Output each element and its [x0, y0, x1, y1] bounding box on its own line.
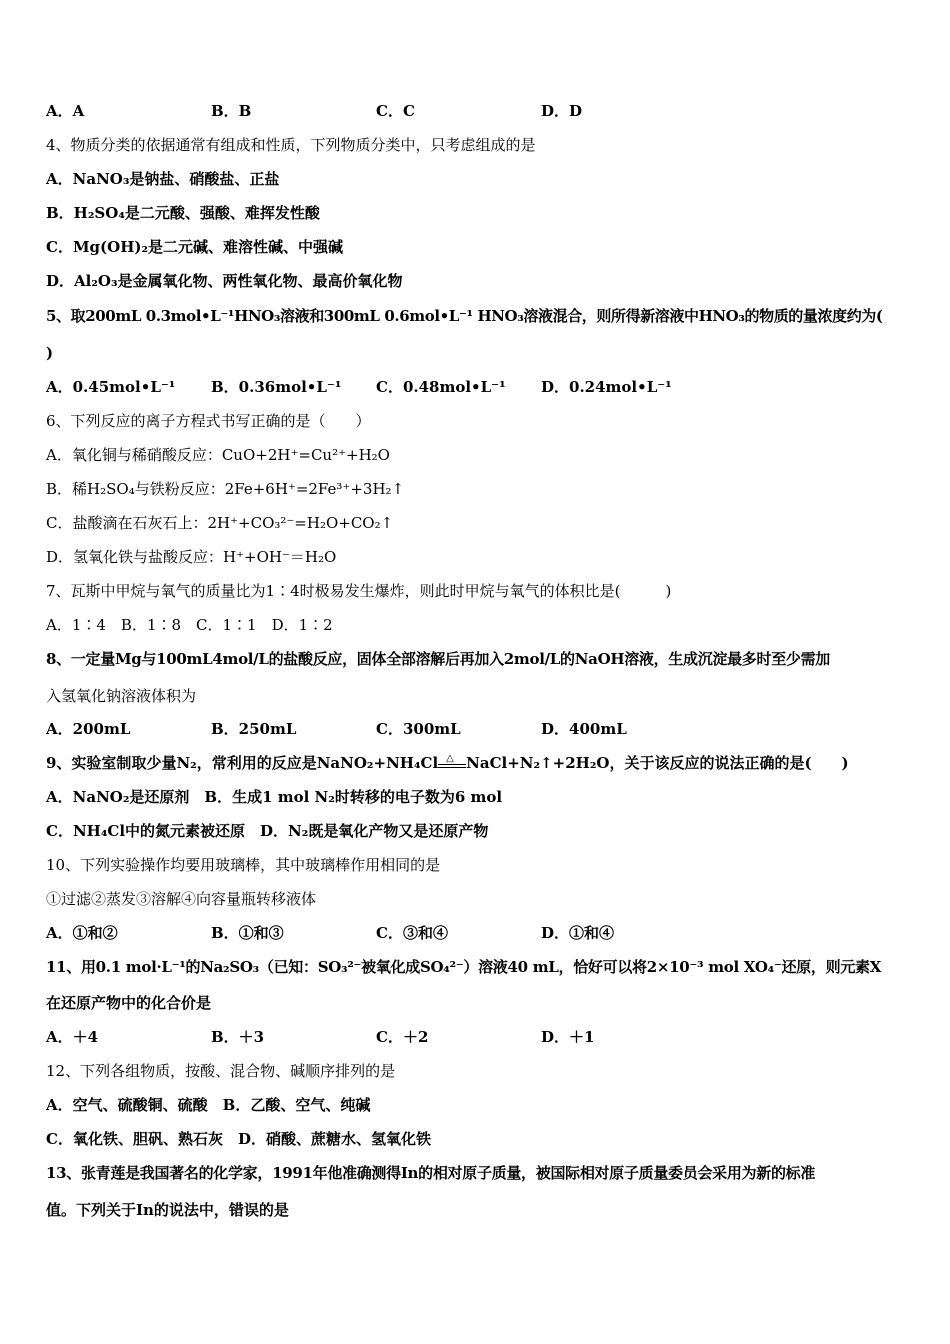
q11-option-d: D．＋1 — [541, 1028, 595, 1046]
q9-stem-pre: 9、实验室制取少量N₂，常利用的反应是NaNO₂+NH₄Cl — [46, 754, 439, 772]
q10-stem: 10、下列实验操作均要用玻璃棒，其中玻璃棒作用相同的是 — [46, 856, 441, 874]
q8-option-b: B．250mL — [211, 720, 297, 738]
q10-option-d: D．①和④ — [541, 924, 615, 942]
q8-option-c: C．300mL — [376, 720, 461, 738]
q11-stem: 11、用0.1 mol·L⁻¹的Na₂SO₃（已知：SO₃²⁻被氧化成SO₄²⁻）溶液40 mL，恰好可以将2×10⁻³ mol XO₄⁻还原，则元素X — [46, 958, 882, 976]
q6-option-b: B．稀H₂SO₄与铁粉反应：2Fe+6H⁺=2Fe³⁺+3H₂↑ — [46, 480, 405, 498]
q6-option-c: C．盐酸滴在石灰石上：2H⁺+CO₃²⁻=H₂O+CO₂↑ — [46, 514, 394, 532]
q11-stem-cont: 在还原产物中的化合价是 — [46, 994, 212, 1012]
q9-options-cd: C．NH₄Cl中的氮元素被还原 D．N₂既是氧化产物又是还原产物 — [46, 822, 489, 840]
q5-option-b: B．0.36mol•L⁻¹ — [211, 378, 342, 396]
q7-stem: 7、瓦斯中甲烷与氧气的质量比为1∶4时极易发生爆炸，则此时甲烷与氧气的体积比是( ) — [46, 582, 672, 600]
q6-option-a: A．氧化铜与稀硝酸反应：CuO+2H⁺=Cu²⁺+H₂O — [46, 446, 390, 464]
q4-option-b: B．H₂SO₄是二元酸、强酸、难挥发性酸 — [46, 204, 320, 222]
q11-options — [46, 1026, 910, 1048]
q12-options-cd: C．氧化铁、胆矾、熟石灰 D．硝酸、蔗糖水、氢氧化铁 — [46, 1130, 431, 1148]
heat-condition-sign — [438, 754, 466, 768]
q7-options: A．1∶4 B．1∶8 C．1∶1 D．1∶2 — [46, 616, 333, 634]
q9-stem — [46, 752, 910, 774]
q5-stem: 5、取200mL 0.3mol•L⁻¹HNO₃溶液和300mL 0.6mol•L⁻¹ HNO₃溶液混合，则所得新溶液中HNO₃的物质的量浓度约为( — [46, 307, 883, 325]
q4-option-a: A．NaNO₃是钠盐、硝酸盐、正盐 — [46, 170, 280, 188]
q10-list: ①过滤②蒸发③溶解④向容量瓶转移液体 — [46, 890, 317, 908]
q10-option-c: C．③和④ — [376, 924, 448, 942]
q11-option-a: A．＋4 — [46, 1028, 99, 1046]
q9-stem-post: NaCl+N₂↑+2H₂O，关于该反应的说法正确的是( ) — [466, 754, 849, 772]
q11-option-b: B．＋3 — [211, 1028, 265, 1046]
q10-options — [46, 922, 910, 944]
q12-options-ab: A．空气、硫酸铜、硫酸 B．乙酸、空气、纯碱 — [46, 1096, 371, 1114]
q3-option-d: D．D — [541, 102, 583, 120]
q3-options — [46, 100, 910, 122]
q8-option-d: D．400mL — [541, 720, 627, 738]
q9-options-ab: A．NaNO₂是还原剂 B．生成1 mol N₂时转移的电子数为6 mol — [46, 788, 503, 806]
q6-option-d: D．氢氧化铁与盐酸反应：H⁺+OH⁻＝H₂O — [46, 548, 337, 566]
q5-stem-cont: ) — [46, 344, 54, 362]
q8-option-a: A．200mL — [46, 720, 131, 738]
q11-option-c: C．＋2 — [376, 1028, 429, 1046]
q13-stem-cont: 值。下列关于In的说法中，错误的是 — [46, 1201, 289, 1219]
q3-option-c: C．C — [376, 102, 415, 120]
q12-stem: 12、下列各组物质，按酸、混合物、碱顺序排列的是 — [46, 1062, 396, 1080]
q8-stem-cont: 入氢氧化钠溶液体积为 — [46, 687, 197, 705]
q4-option-d: D．Al₂O₃是金属氧化物、两性氧化物、最高价氧化物 — [46, 272, 403, 290]
q5-option-c: C．0.48mol•L⁻¹ — [376, 378, 506, 396]
q4-option-c: C．Mg(OH)₂是二元碱、难溶性碱、中强碱 — [46, 238, 344, 256]
q10-option-b: B．①和③ — [211, 924, 284, 942]
q3-option-b: B．B — [211, 102, 252, 120]
q5-option-d: D．0.24mol•L⁻¹ — [541, 378, 672, 396]
q13-stem: 13、张青莲是我国著名的化学家，1991年他准确测得In的相对原子质量，被国际相对原子质量委员会采用为新的标准 — [46, 1164, 816, 1182]
q5-options — [46, 376, 910, 398]
q8-stem: 8、一定量Mg与100mL4mol/L的盐酸反应，固体全部溶解后再加入2mol/L的NaOH溶液，生成沉淀最多时至少需加 — [46, 650, 831, 668]
q6-stem: 6、下列反应的离子方程式书写正确的是（ ） — [46, 412, 371, 430]
q3-option-a: A．A — [46, 102, 85, 120]
heat-delta-icon: △ — [446, 753, 454, 764]
q10-option-a: A．①和② — [46, 924, 118, 942]
q8-options — [46, 718, 910, 740]
q4-stem: 4、物质分类的依据通常有组成和性质，下列物质分类中，只考虑组成的是 — [46, 136, 536, 154]
q5-option-a: A．0.45mol•L⁻¹ — [46, 378, 176, 396]
